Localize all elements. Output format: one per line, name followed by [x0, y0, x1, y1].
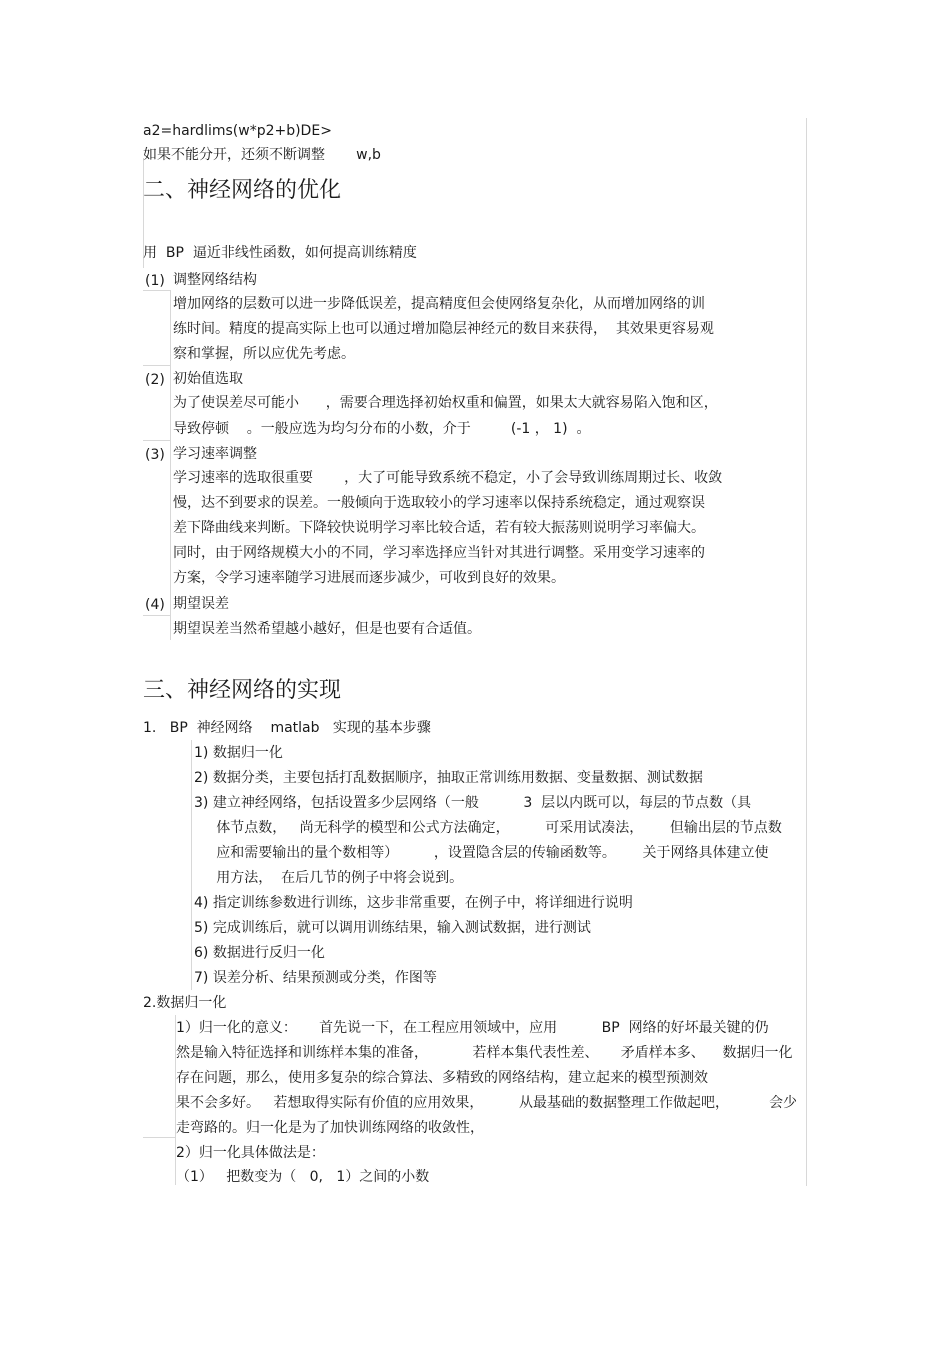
- item3-line: 同时，由于网络规模大小的不同，学习率选择应当针对其进行调整。采用变学习速率的: [173, 545, 705, 561]
- item1-line: 察和掌握，所以应优先考虑。: [173, 346, 355, 362]
- item1-number: (1): [145, 273, 165, 289]
- step-line: 3) 建立神经网络，包括设置多少层网络（一般 3 层以内既可以，每层的节点数（具: [194, 795, 752, 811]
- item1-line: 增加网络的层数可以进一步降低误差，提高精度但会使网络复杂化，从而增加网络的训: [173, 296, 705, 312]
- normalization-line: 2）归一化具体做法是：: [176, 1145, 325, 1161]
- item3-line: 方案，令学习速率随学习进展而逐步减少，可收到良好的效果。: [173, 570, 565, 586]
- item3-title: 学习速率调整: [173, 446, 257, 462]
- step-line: 4) 指定训练参数进行训练，这步非常重要，在例子中，将详细进行说明: [194, 895, 633, 911]
- step-line: 6) 数据进行反归一化: [194, 945, 325, 961]
- border-left-steps: [191, 740, 192, 990]
- item2-number: (2): [145, 372, 165, 388]
- rule-item3: [143, 440, 171, 441]
- step-line: 7) 误差分析、结果预测或分类，作图等: [194, 970, 437, 986]
- step-line: 1) 数据归一化: [194, 745, 283, 761]
- section3-heading: 三、神经网络的实现: [143, 678, 342, 703]
- item4-title: 期望误差: [173, 596, 229, 612]
- border-left-items: [170, 290, 171, 640]
- section2-heading: 二、神经网络的优化: [143, 178, 342, 203]
- normalization-line: 走弯路的。归一化是为了加快训练网络的收敛性，: [176, 1120, 484, 1136]
- page-border-right: [806, 118, 807, 1186]
- item3-number: (3): [145, 447, 165, 463]
- item4-line: 期望误差当然希望越小越好，但是也要有合适值。: [173, 621, 481, 637]
- item2-line: 为了使误差尽可能小 ，需要合理选择初始权重和偏置，如果太大就容易陷入饱和区，: [173, 395, 718, 411]
- normalization-line: 1）归一化的意义： 首先说一下，在工程应用领域中，应用 BP 网络的好坏最关键的仍: [176, 1020, 769, 1036]
- item1-title: 调整网络结构: [173, 272, 257, 288]
- step-line: 应和需要输出的量个数相等） ，设置隐含层的传输函数等。 关于网络具体建立使: [194, 845, 769, 861]
- formula-line: a2=hardlims(w*p2+b)DE>: [143, 123, 332, 139]
- bp-steps-subheading: 1. BP 神经网络 matlab 实现的基本步骤: [143, 720, 431, 736]
- item2-line: 导致停顿 。一般应选为均匀分布的小数，介于 (-1 ， 1) 。: [173, 421, 591, 437]
- normalization-line: 存在问题，那么，使用多复杂的综合算法、多精致的网络结构，建立起来的模型预测效: [176, 1070, 708, 1086]
- step-line: 5) 完成训练后，就可以调用训练结果，输入测试数据，进行测试: [194, 920, 591, 936]
- step-line: 体节点数， 尚无科学的模型和公式方法确定， 可采用试凑法， 但输出层的节点数: [194, 820, 782, 836]
- normalization-line: 果不会多好。 若想取得实际有价值的应用效果， 从最基础的数据整理工作做起吧， 会少: [176, 1095, 798, 1111]
- item3-line: 慢，达不到要求的误差。一般倾向于选取较小的学习速率以保持系统稳定，通过观察误: [173, 495, 705, 511]
- item2-title: 初始值选取: [173, 371, 243, 387]
- item4-number: (4): [145, 597, 165, 613]
- normalization-subheading: 2.数据归一化: [143, 995, 227, 1011]
- normalization-line: 然是输入特征选择和训练样本集的准备， 若样本集代表性差、 矛盾样本多、 数据归一化: [176, 1045, 793, 1061]
- section2-lead: 用 BP 逼近非线性函数，如何提高训练精度: [143, 245, 417, 261]
- item1-line: 练时间。精度的提高实际上也可以通过增加隐层神经元的数目来获得， 其效果更容易观: [173, 321, 714, 337]
- rule-norm: [143, 1137, 176, 1138]
- item3-line: 差下降曲线来判断。下降较快说明学习率比较合适，若有较大振荡则说明学习率偏大。: [173, 520, 705, 536]
- step-line: 用方法， 在后几节的例子中将会说到。: [194, 870, 464, 886]
- adjust-note: 如果不能分开，还须不断调整 w,b: [143, 147, 381, 163]
- item3-line: 学习速率的选取很重要 ，大了可能导致系统不稳定，小了会导致训练周期过长、收敛: [173, 470, 723, 486]
- rule-item2: [143, 365, 171, 366]
- step-line: 2) 数据分类，主要包括打乱数据顺序，抽取正常训练用数据、变量数据、测试数据: [194, 770, 703, 786]
- normalization-line: （1） 把数变为（ 0, 1）之间的小数: [176, 1169, 430, 1185]
- rule-item4: [143, 615, 171, 616]
